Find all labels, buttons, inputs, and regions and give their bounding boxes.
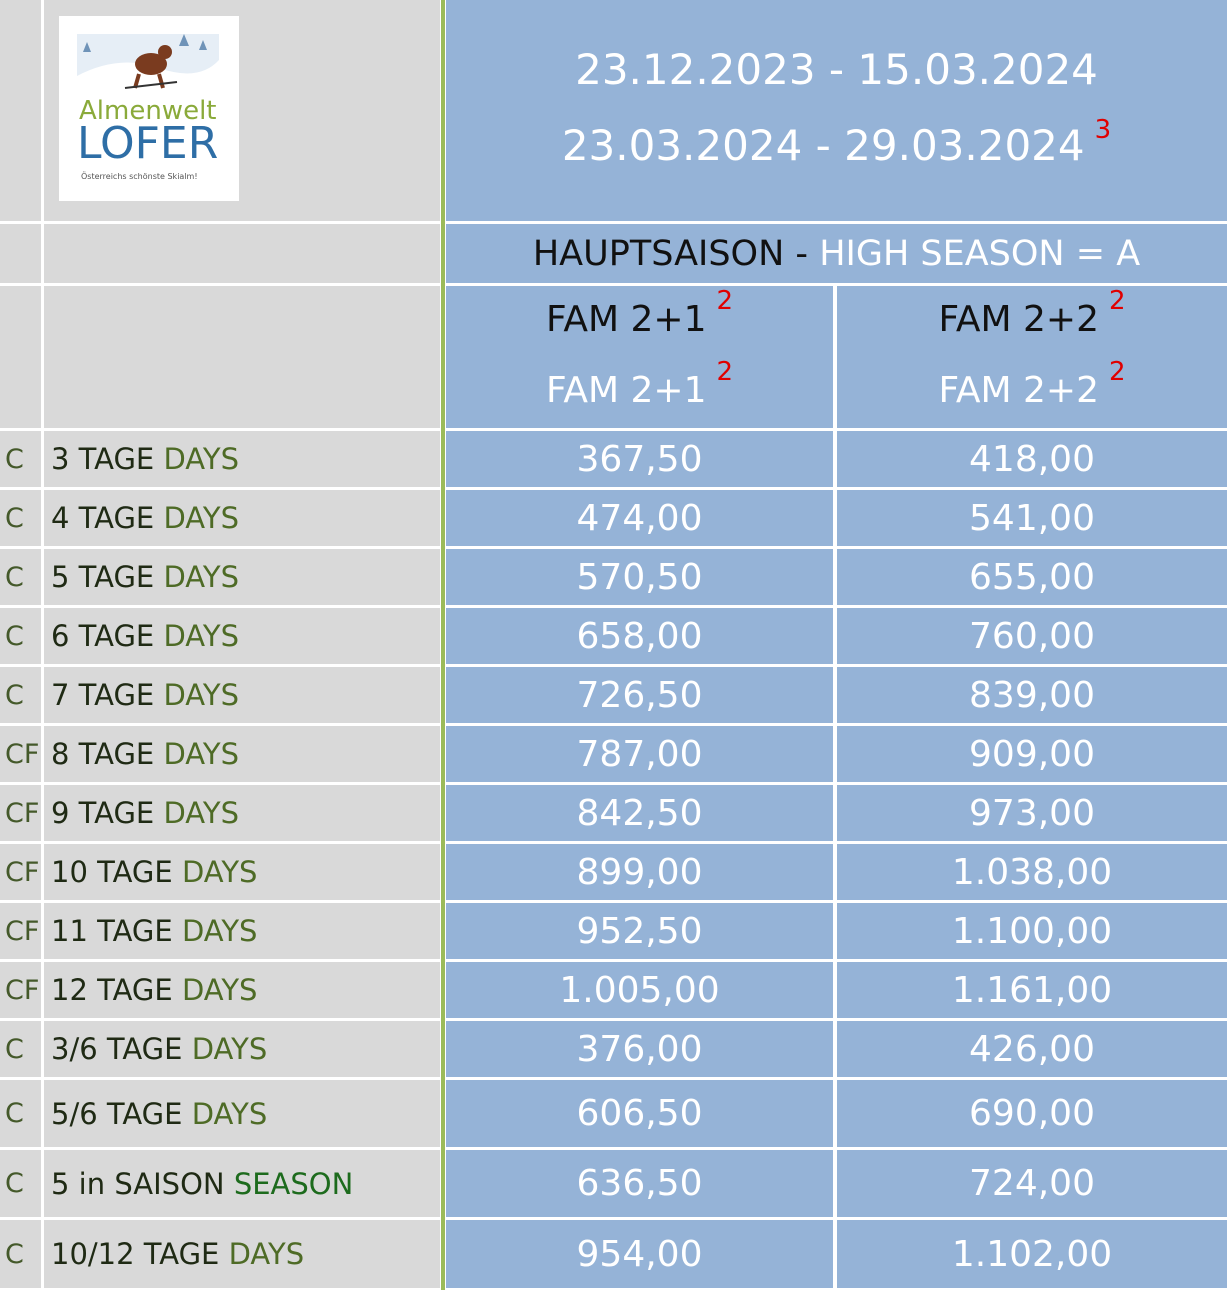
logo-line1: Almenwelt xyxy=(79,96,217,126)
row-label xyxy=(44,549,440,605)
col1-label-en: FAM 2+1 xyxy=(545,370,707,411)
row-label xyxy=(44,785,440,841)
row-label-en: DAYS xyxy=(163,619,240,653)
row-label-en: DAYS xyxy=(163,737,240,771)
price-fam-2-2: 973,00 xyxy=(837,785,1227,841)
row-label-de: 11 TAGE xyxy=(51,914,173,948)
row-code: C xyxy=(0,1220,41,1288)
price-fam-2-2: 690,00 xyxy=(837,1080,1227,1147)
date-range-1: 23.12.2023 - 15.03.2024 xyxy=(575,44,1098,94)
row-label xyxy=(44,608,440,664)
footnote-2: 2 xyxy=(1108,286,1126,316)
empty-cell xyxy=(44,224,440,283)
column-header-fam-2-2 xyxy=(837,286,1227,428)
row-label-en: DAYS xyxy=(181,914,258,948)
row-label xyxy=(44,726,440,782)
price-fam-2-1: 952,50 xyxy=(446,903,833,959)
row-label-de: 5 in SAISON xyxy=(51,1166,225,1201)
row-label-de: 3 TAGE xyxy=(51,442,155,476)
row-label-en: DAYS xyxy=(163,796,240,830)
row-label xyxy=(44,1150,440,1217)
row-label-de: 12 TAGE xyxy=(51,973,173,1007)
row-label-de: 6 TAGE xyxy=(51,619,155,653)
col2-label-en: FAM 2+2 xyxy=(938,370,1099,411)
price-fam-2-1: 367,50 xyxy=(446,431,833,487)
col1-label-de: FAM 2+1 xyxy=(545,299,707,340)
row-label-en: DAYS xyxy=(191,1032,268,1066)
row-label-en: DAYS xyxy=(181,973,258,1007)
price-fam-2-1: 636,50 xyxy=(446,1150,833,1217)
row-code: CF xyxy=(0,785,41,841)
price-fam-2-1: 658,00 xyxy=(446,608,833,664)
season-title-de: HAUPTSAISON - xyxy=(532,233,809,274)
row-label xyxy=(44,1080,440,1147)
row-code: CF xyxy=(0,903,41,959)
logo-graphic xyxy=(59,16,239,201)
price-fam-2-1: 899,00 xyxy=(446,844,833,900)
logo-line2: LOFER xyxy=(77,118,219,169)
row-label xyxy=(44,431,440,487)
empty-cell xyxy=(0,224,41,283)
row-label-en: DAYS xyxy=(191,1096,268,1131)
row-label-de: 3/6 TAGE xyxy=(51,1032,183,1066)
price-fam-2-1: 954,00 xyxy=(446,1220,833,1288)
price-fam-2-1: 570,50 xyxy=(446,549,833,605)
price-fam-2-2: 418,00 xyxy=(837,431,1227,487)
price-fam-2-1: 606,50 xyxy=(446,1080,833,1147)
price-fam-2-2: 909,00 xyxy=(837,726,1227,782)
row-label-de: 9 TAGE xyxy=(51,796,155,830)
row-label-en: DAYS xyxy=(163,678,240,712)
row-code: C xyxy=(0,549,41,605)
row-label-de: 10 TAGE xyxy=(51,855,173,889)
row-code: C xyxy=(0,1021,41,1077)
row-label-en: SEASON xyxy=(233,1166,354,1201)
price-fam-2-2: 1.100,00 xyxy=(837,903,1227,959)
price-fam-2-2: 1.161,00 xyxy=(837,962,1227,1018)
row-label-de: 5/6 TAGE xyxy=(51,1096,183,1131)
price-fam-2-2: 426,00 xyxy=(837,1021,1227,1077)
price-fam-2-2: 655,00 xyxy=(837,549,1227,605)
row-code: CF xyxy=(0,726,41,782)
row-label xyxy=(44,903,440,959)
price-fam-2-2: 1.102,00 xyxy=(837,1220,1227,1288)
column-divider xyxy=(441,0,445,1290)
row-code: C xyxy=(0,608,41,664)
footnote-2: 2 xyxy=(716,286,734,316)
row-label xyxy=(44,490,440,546)
footnote-2: 2 xyxy=(716,357,734,387)
almenwelt-lofer-logo xyxy=(59,16,239,201)
price-fam-2-1: 787,00 xyxy=(446,726,833,782)
col2-label-de: FAM 2+2 xyxy=(938,299,1099,340)
row-code: CF xyxy=(0,962,41,1018)
row-label-en: DAYS xyxy=(163,501,240,535)
row-code: C xyxy=(0,490,41,546)
logo-tagline: Österreichs schönste Skialm! xyxy=(81,172,198,181)
row-label-en: DAYS xyxy=(181,855,258,889)
row-label xyxy=(44,667,440,723)
price-fam-2-1: 842,50 xyxy=(446,785,833,841)
row-label-de: 7 TAGE xyxy=(51,678,155,712)
season-title xyxy=(446,224,1227,283)
price-fam-2-1: 1.005,00 xyxy=(446,962,833,1018)
row-label-de: 5 TAGE xyxy=(51,560,155,594)
row-label-en: DAYS xyxy=(163,442,240,476)
price-fam-2-1: 474,00 xyxy=(446,490,833,546)
date-range-2-wrap xyxy=(562,108,1111,190)
date-range-2: 23.03.2024 - 29.03.2024 xyxy=(561,120,1085,170)
row-label xyxy=(44,1220,440,1288)
price-fam-2-2: 541,00 xyxy=(837,490,1227,546)
row-code: C xyxy=(0,1150,41,1217)
row-code: CF xyxy=(0,844,41,900)
column-header-fam-2-1 xyxy=(446,286,833,428)
empty-cell xyxy=(0,286,41,428)
price-fam-2-2: 1.038,00 xyxy=(837,844,1227,900)
row-label xyxy=(44,844,440,900)
row-code: C xyxy=(0,431,41,487)
price-fam-2-2: 760,00 xyxy=(837,608,1227,664)
footnote-3: 3 xyxy=(1094,114,1112,145)
row-label-en: DAYS xyxy=(163,560,240,594)
row-label-en: DAYS xyxy=(228,1237,305,1271)
row-label-de: 8 TAGE xyxy=(51,737,155,771)
row-label-de: 10/12 TAGE xyxy=(51,1237,220,1271)
row-label xyxy=(44,962,440,1018)
price-fam-2-1: 726,50 xyxy=(446,667,833,723)
corner-cell xyxy=(0,0,41,221)
row-code: C xyxy=(0,667,41,723)
footnote-2: 2 xyxy=(1108,357,1126,387)
season-title-en: HIGH SEASON = A xyxy=(819,233,1141,274)
price-fam-2-2: 724,00 xyxy=(837,1150,1227,1217)
price-fam-2-2: 839,00 xyxy=(837,667,1227,723)
price-fam-2-1: 376,00 xyxy=(446,1021,833,1077)
empty-cell xyxy=(44,286,440,428)
row-label-de: 4 TAGE xyxy=(51,501,155,535)
row-label xyxy=(44,1021,440,1077)
season-dates-header xyxy=(446,0,1227,221)
row-code: C xyxy=(0,1080,41,1147)
